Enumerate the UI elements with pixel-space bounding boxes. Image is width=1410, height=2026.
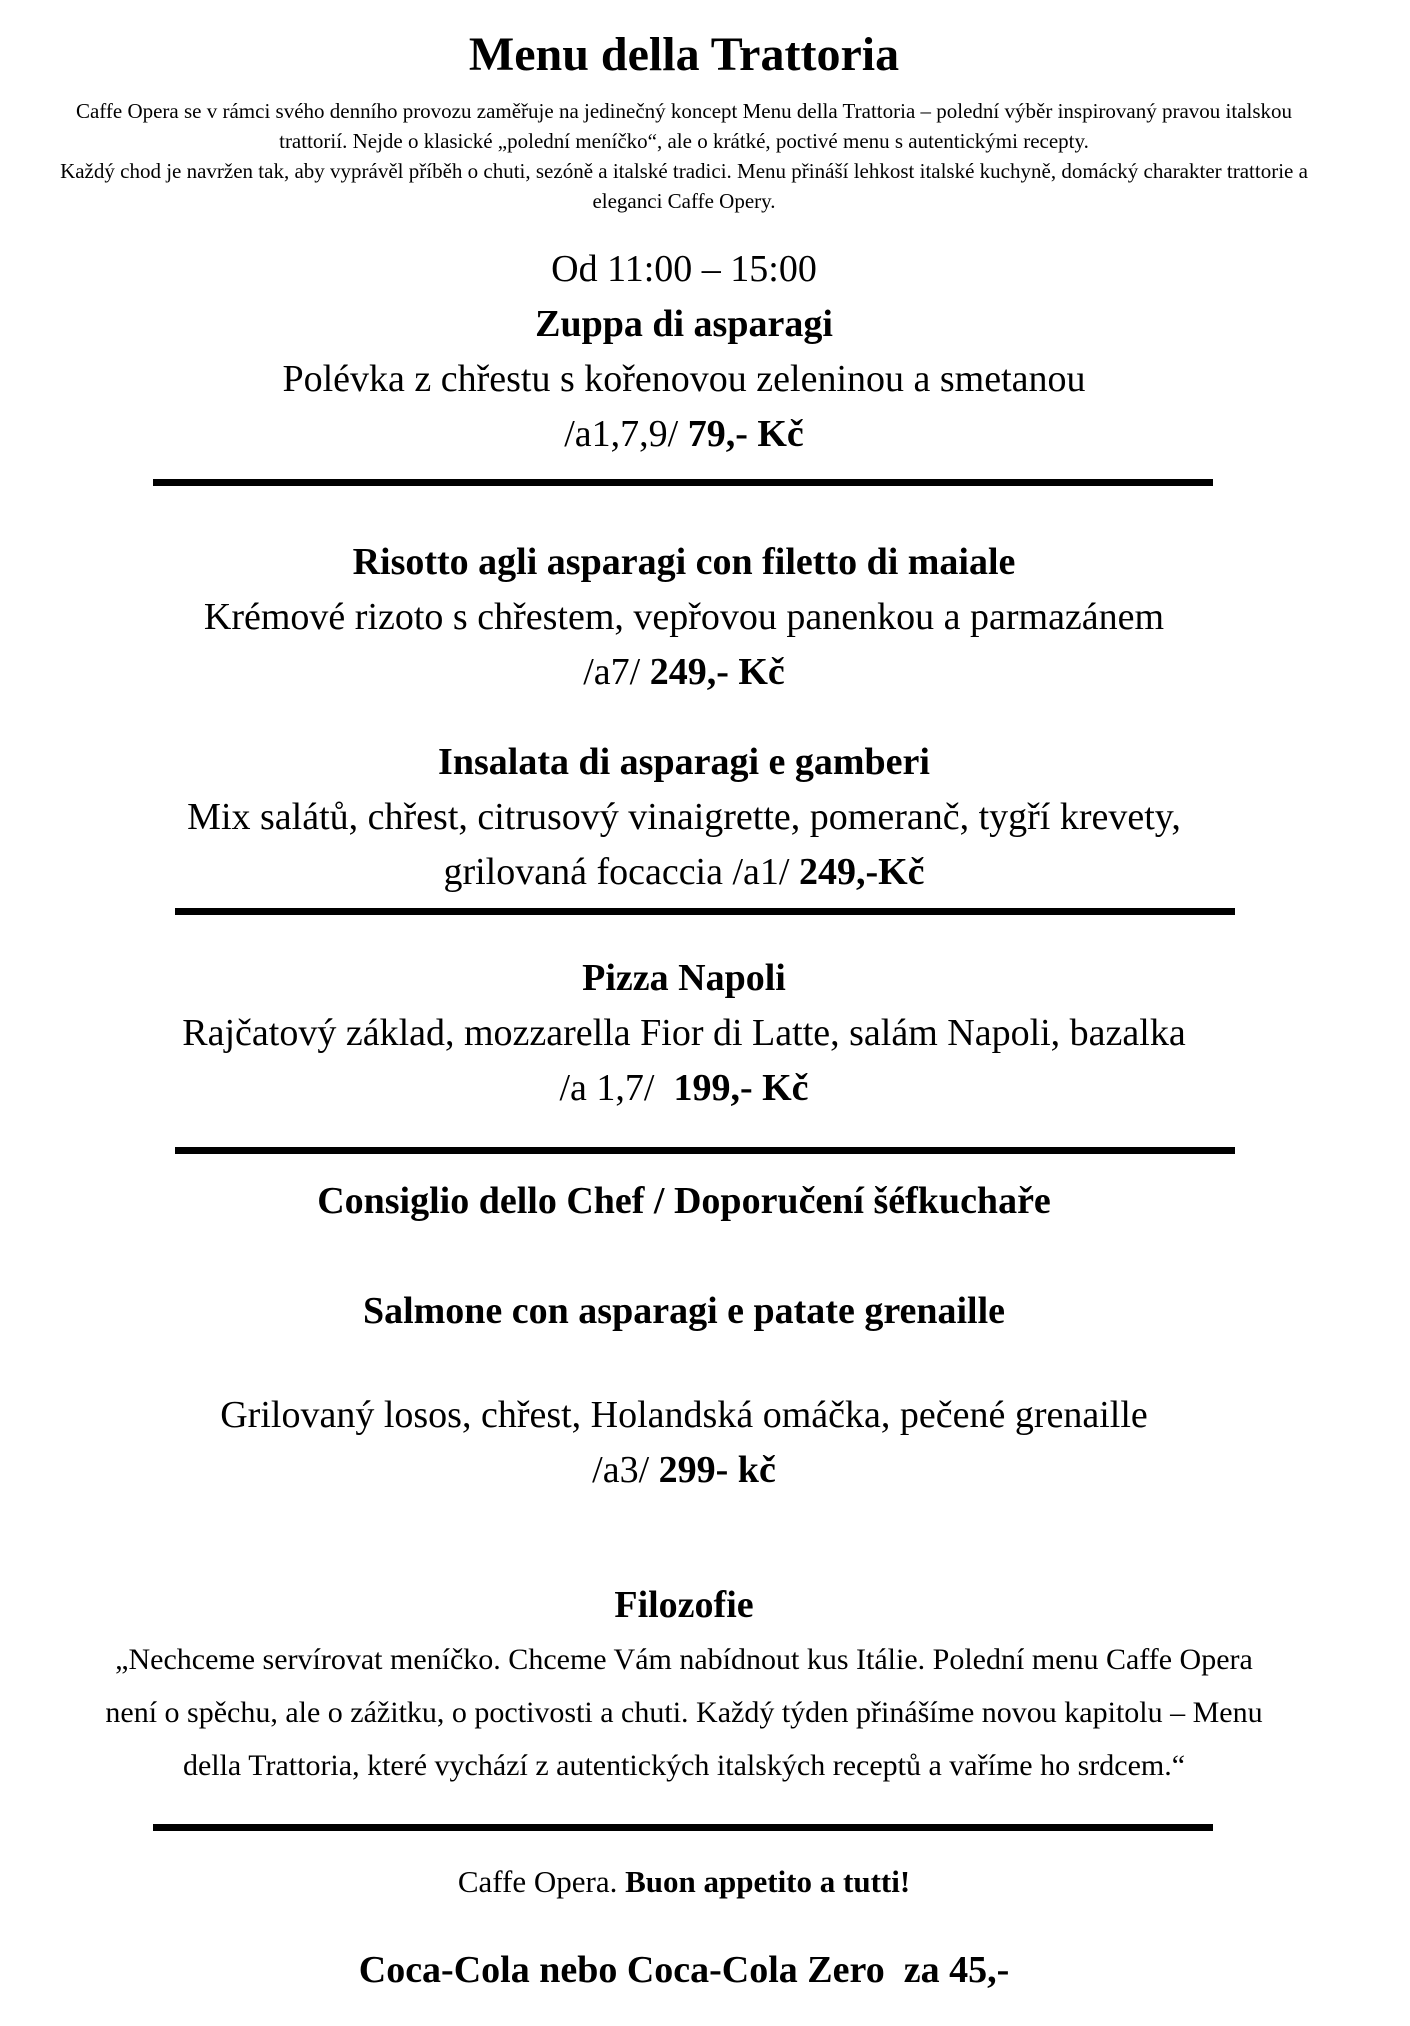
menu-document	[0, 26, 1410, 1995]
dish-desc-insalata-continued: grilovaná focaccia /a1/	[443, 851, 799, 893]
signoff-brand: Caffe Opera.	[457, 1864, 626, 1899]
dish-price-line-salmone	[0, 1443, 1368, 1498]
dish-name-pizza: Pizza Napoli	[582, 957, 786, 999]
philosophy-line: „Nechceme servírovat meníčko. Chceme Vám nabídnout kus Itálie. Polední menu Caffe Opera	[115, 1643, 1253, 1676]
price-value-salmone: 299- kč	[658, 1449, 776, 1491]
page-title: Menu della Trattoria	[468, 28, 900, 81]
signoff-line	[0, 1857, 1368, 1907]
intro-line: Každý chod je navržen tak, aby vyprávěl příběh o chuti, sezóně a italské tradici. Menu přináší lehkost italské kuchyně, domácký charakter trattorie a	[60, 159, 1308, 183]
dish-name-risotto: Risotto agli asparagi con filetto di maiale	[352, 541, 1016, 583]
dish-name-salmone: Salmone con asparagi e patate grenaille	[362, 1290, 1006, 1332]
price-value-pizza: 199,- Kč	[673, 1067, 809, 1109]
dish-name-zuppa: Zuppa di asparagi	[535, 303, 833, 345]
dish-price-line-zuppa	[0, 407, 1368, 462]
price-value-insalata: 249,-Kč	[798, 851, 925, 893]
drinks-offer: Coca-Cola nebo Coca-Cola Zero za 45,-	[358, 1949, 1010, 1991]
allergen-code-risotto: /a7/	[583, 651, 650, 693]
dish-desc-salmone: Grilovaný losos, chřest, Holandská omáčka, pečené grenaille	[220, 1394, 1148, 1436]
section-divider	[153, 1824, 1213, 1831]
section-divider	[175, 908, 1235, 915]
price-value-zuppa: 79,- Kč	[687, 413, 804, 455]
price-value-risotto: 249,- Kč	[649, 651, 785, 693]
philosophy-quote	[0, 1633, 1368, 1792]
dish-desc-insalata: Mix salátů, chřest, citrusový vinaigrette, pomeranč, tygří krevety,	[187, 796, 1181, 838]
intro-line: eleganci Caffe Opery.	[592, 189, 776, 213]
philosophy-line: není o spěchu, ale o zážitku, o poctivosti a chuti. Každý týden přinášíme novou kapitolu – Menu	[105, 1696, 1263, 1729]
serving-hours: Od 11:00 – 15:00	[551, 248, 817, 290]
intro-line: trattorií. Nejde o klasické „polední meníčko“, ale o krátké, poctivé menu s autentickými recepty.	[279, 129, 1089, 153]
philosophy-line: della Trattoria, které vychází z autentických italských receptů a vaříme ho srdcem.“	[182, 1749, 1186, 1782]
allergen-code-pizza: /a 1,7/	[559, 1067, 674, 1109]
section-divider	[153, 479, 1213, 486]
section-divider	[175, 1147, 1235, 1154]
allergen-code-zuppa: /a1,7,9/	[564, 413, 688, 455]
chef-recommendation-heading: Consiglio dello Chef / Doporučení šéfkuchaře	[317, 1180, 1051, 1222]
allergen-code-salmone: /a3/	[592, 1449, 659, 1491]
signoff-message: Buon appetito a tutti!	[625, 1864, 911, 1899]
intro-paragraph	[0, 96, 1368, 216]
dish-price-line-insalata	[0, 845, 1368, 900]
dish-name-insalata: Insalata di asparagi e gamberi	[438, 741, 930, 783]
dish-desc-zuppa: Polévka z chřestu s kořenovou zeleninou a smetanou	[282, 358, 1086, 400]
dish-price-line-pizza	[0, 1061, 1368, 1116]
dish-desc-pizza: Rajčatový základ, mozzarella Fior di Latte, salám Napoli, bazalka	[182, 1012, 1186, 1054]
philosophy-heading: Filozofie	[614, 1584, 754, 1626]
dish-desc-risotto: Krémové rizoto s chřestem, vepřovou panenkou a parmazánem	[203, 596, 1165, 638]
intro-line: Caffe Opera se v rámci svého denního provozu zaměřuje na jedinečný koncept Menu della Trattoria – polední výběr inspirovaný pravou italskou	[75, 99, 1293, 123]
dish-price-line-risotto	[0, 645, 1368, 700]
